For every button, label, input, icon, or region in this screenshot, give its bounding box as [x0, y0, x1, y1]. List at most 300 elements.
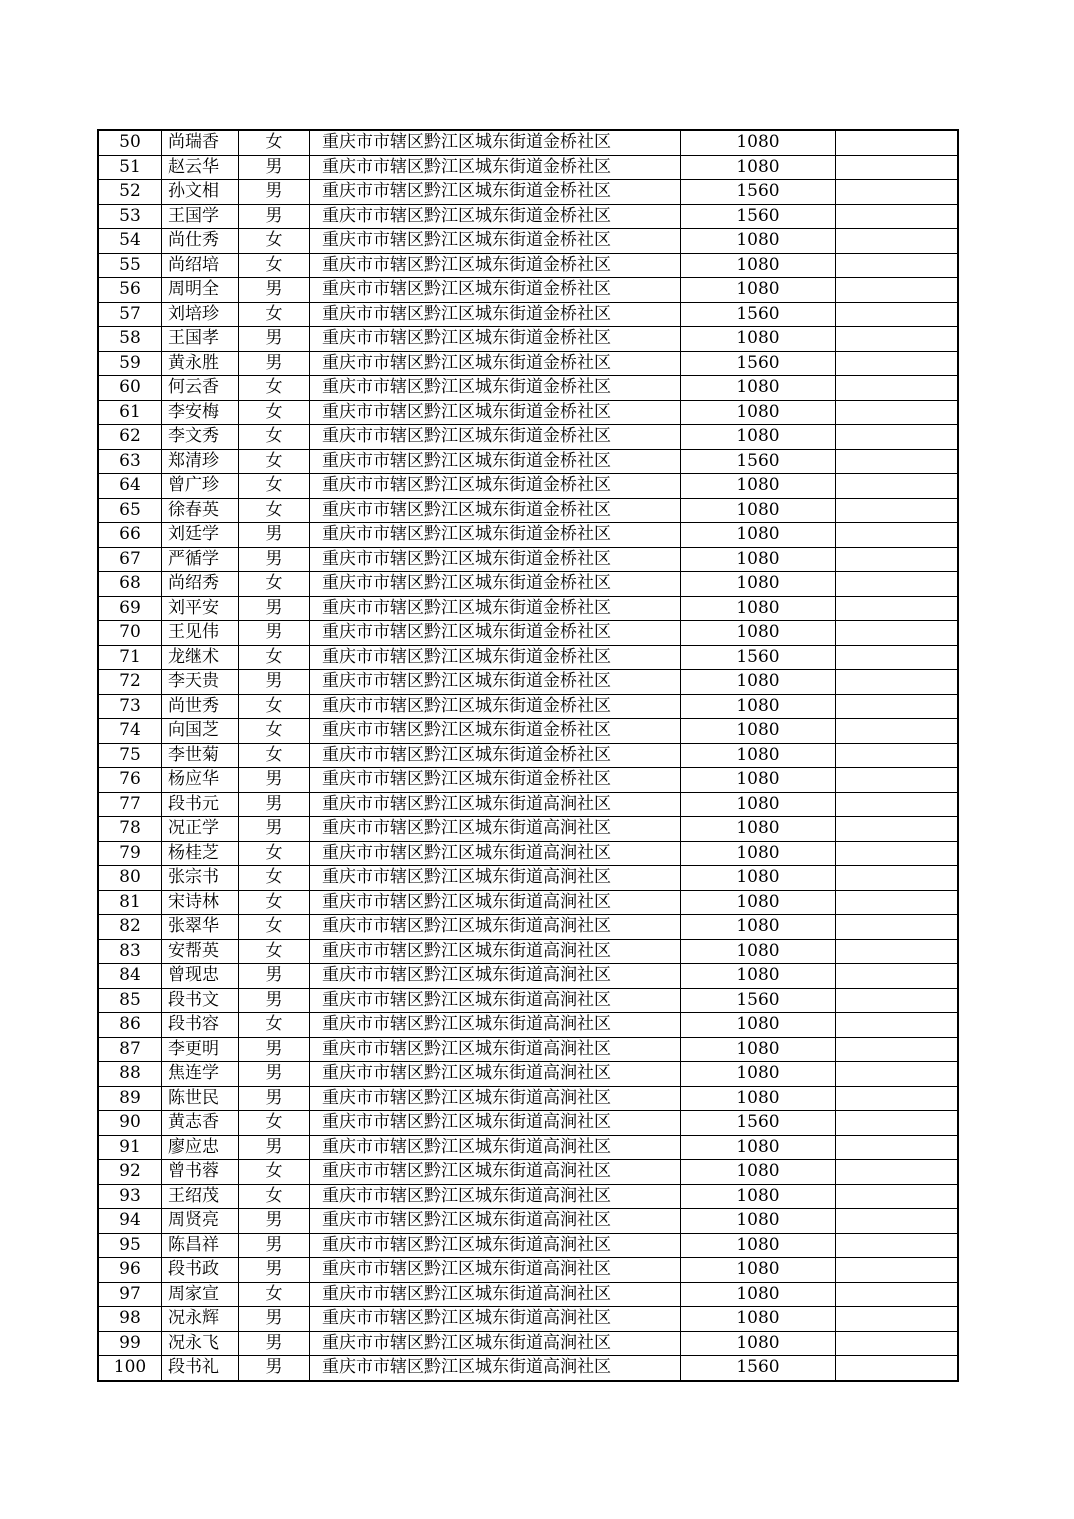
address-cell: 重庆市市辖区黔江区城东街道金桥社区 — [310, 621, 681, 646]
address-cell: 重庆市市辖区黔江区城东街道金桥社区 — [310, 596, 681, 621]
amount-cell: 1080 — [681, 670, 836, 695]
address-cell: 重庆市市辖区黔江区城东街道金桥社区 — [310, 155, 681, 180]
row-number-cell: 66 — [98, 523, 162, 548]
note-cell — [836, 1062, 959, 1087]
gender-cell: 女 — [239, 1160, 310, 1185]
row-number-cell: 65 — [98, 498, 162, 523]
table-row — [98, 523, 958, 548]
note-cell — [836, 964, 959, 989]
row-number-cell: 80 — [98, 866, 162, 891]
row-number-cell: 55 — [98, 253, 162, 278]
name-cell: 张宗书 — [162, 866, 239, 891]
amount-cell: 1080 — [681, 719, 836, 744]
name-cell: 周贤亮 — [162, 1209, 239, 1234]
table-row — [98, 1037, 958, 1062]
table-body — [98, 130, 958, 1381]
table-row — [98, 1062, 958, 1087]
note-cell — [836, 596, 959, 621]
note-cell — [836, 1307, 959, 1332]
gender-cell: 女 — [239, 1184, 310, 1209]
note-cell — [836, 449, 959, 474]
table-row — [98, 1111, 958, 1136]
address-cell: 重庆市市辖区黔江区城东街道高涧社区 — [310, 1086, 681, 1111]
gender-cell: 女 — [239, 915, 310, 940]
name-cell: 刘培珍 — [162, 302, 239, 327]
amount-cell: 1080 — [681, 1233, 836, 1258]
name-cell: 李世菊 — [162, 743, 239, 768]
note-cell — [836, 1184, 959, 1209]
address-cell: 重庆市市辖区黔江区城东街道高涧社区 — [310, 1233, 681, 1258]
note-cell — [836, 1013, 959, 1038]
name-cell: 尚绍秀 — [162, 572, 239, 597]
name-cell: 黄永胜 — [162, 351, 239, 376]
gender-cell: 女 — [239, 866, 310, 891]
address-cell: 重庆市市辖区黔江区城东街道高涧社区 — [310, 890, 681, 915]
amount-cell: 1080 — [681, 1160, 836, 1185]
address-cell: 重庆市市辖区黔江区城东街道金桥社区 — [310, 278, 681, 303]
amount-cell: 1080 — [681, 939, 836, 964]
table-row — [98, 1184, 958, 1209]
gender-cell: 女 — [239, 572, 310, 597]
name-cell: 段书容 — [162, 1013, 239, 1038]
address-cell: 重庆市市辖区黔江区城东街道高涧社区 — [310, 988, 681, 1013]
note-cell — [836, 719, 959, 744]
amount-cell: 1080 — [681, 474, 836, 499]
amount-cell: 1080 — [681, 278, 836, 303]
amount-cell: 1080 — [681, 229, 836, 254]
name-cell: 段书政 — [162, 1258, 239, 1283]
beneficiary-table — [97, 129, 959, 1382]
gender-cell: 女 — [239, 743, 310, 768]
note-cell — [836, 1037, 959, 1062]
name-cell: 曾书蓉 — [162, 1160, 239, 1185]
name-cell: 周明全 — [162, 278, 239, 303]
gender-cell: 男 — [239, 792, 310, 817]
note-cell — [836, 425, 959, 450]
amount-cell: 1080 — [681, 1013, 836, 1038]
address-cell: 重庆市市辖区黔江区城东街道高涧社区 — [310, 964, 681, 989]
table-row — [98, 425, 958, 450]
amount-cell: 1080 — [681, 523, 836, 548]
gender-cell: 女 — [239, 1111, 310, 1136]
gender-cell: 女 — [239, 253, 310, 278]
table-row — [98, 841, 958, 866]
amount-cell: 1560 — [681, 180, 836, 205]
address-cell: 重庆市市辖区黔江区城东街道金桥社区 — [310, 572, 681, 597]
table-row — [98, 1160, 958, 1185]
gender-cell: 女 — [239, 719, 310, 744]
row-number-cell: 50 — [98, 130, 162, 155]
table-row — [98, 694, 958, 719]
amount-cell: 1560 — [681, 988, 836, 1013]
amount-cell: 1080 — [681, 743, 836, 768]
table-row — [98, 498, 958, 523]
amount-cell: 1080 — [681, 400, 836, 425]
row-number-cell: 91 — [98, 1135, 162, 1160]
gender-cell: 男 — [239, 547, 310, 572]
amount-cell: 1560 — [681, 351, 836, 376]
amount-cell: 1080 — [681, 817, 836, 842]
gender-cell: 男 — [239, 1307, 310, 1332]
note-cell — [836, 278, 959, 303]
table-row — [98, 130, 958, 155]
row-number-cell: 70 — [98, 621, 162, 646]
name-cell: 龙继术 — [162, 645, 239, 670]
address-cell: 重庆市市辖区黔江区城东街道高涧社区 — [310, 1282, 681, 1307]
amount-cell: 1080 — [681, 327, 836, 352]
table-row — [98, 915, 958, 940]
gender-cell: 男 — [239, 621, 310, 646]
gender-cell: 男 — [239, 964, 310, 989]
gender-cell: 女 — [239, 645, 310, 670]
table-row — [98, 1209, 958, 1234]
row-number-cell: 60 — [98, 376, 162, 401]
note-cell — [836, 572, 959, 597]
gender-cell: 男 — [239, 180, 310, 205]
amount-cell: 1080 — [681, 1135, 836, 1160]
amount-cell: 1080 — [681, 425, 836, 450]
gender-cell: 男 — [239, 204, 310, 229]
name-cell: 曾现忠 — [162, 964, 239, 989]
address-cell: 重庆市市辖区黔江区城东街道金桥社区 — [310, 474, 681, 499]
amount-cell: 1080 — [681, 964, 836, 989]
gender-cell: 女 — [239, 498, 310, 523]
address-cell: 重庆市市辖区黔江区城东街道金桥社区 — [310, 425, 681, 450]
table-row — [98, 1013, 958, 1038]
name-cell: 尚世秀 — [162, 694, 239, 719]
name-cell: 严循学 — [162, 547, 239, 572]
amount-cell: 1560 — [681, 204, 836, 229]
table-row — [98, 621, 958, 646]
note-cell — [836, 768, 959, 793]
name-cell: 王国学 — [162, 204, 239, 229]
row-number-cell: 64 — [98, 474, 162, 499]
note-cell — [836, 400, 959, 425]
note-cell — [836, 841, 959, 866]
table-row — [98, 596, 958, 621]
address-cell: 重庆市市辖区黔江区城东街道金桥社区 — [310, 743, 681, 768]
note-cell — [836, 474, 959, 499]
gender-cell: 男 — [239, 327, 310, 352]
table-row — [98, 1135, 958, 1160]
row-number-cell: 85 — [98, 988, 162, 1013]
amount-cell: 1560 — [681, 302, 836, 327]
amount-cell: 1080 — [681, 1062, 836, 1087]
row-number-cell: 67 — [98, 547, 162, 572]
amount-cell: 1080 — [681, 1258, 836, 1283]
note-cell — [836, 1209, 959, 1234]
gender-cell: 女 — [239, 1013, 310, 1038]
row-number-cell: 81 — [98, 890, 162, 915]
name-cell: 李更明 — [162, 1037, 239, 1062]
name-cell: 况永辉 — [162, 1307, 239, 1332]
row-number-cell: 87 — [98, 1037, 162, 1062]
table-row — [98, 743, 958, 768]
note-cell — [836, 302, 959, 327]
gender-cell: 女 — [239, 449, 310, 474]
gender-cell: 男 — [239, 1209, 310, 1234]
address-cell: 重庆市市辖区黔江区城东街道金桥社区 — [310, 449, 681, 474]
address-cell: 重庆市市辖区黔江区城东街道金桥社区 — [310, 670, 681, 695]
row-number-cell: 74 — [98, 719, 162, 744]
row-number-cell: 62 — [98, 425, 162, 450]
row-number-cell: 78 — [98, 817, 162, 842]
row-number-cell: 58 — [98, 327, 162, 352]
row-number-cell: 56 — [98, 278, 162, 303]
note-cell — [836, 988, 959, 1013]
row-number-cell: 75 — [98, 743, 162, 768]
table-row — [98, 204, 958, 229]
name-cell: 黄志香 — [162, 1111, 239, 1136]
row-number-cell: 72 — [98, 670, 162, 695]
address-cell: 重庆市市辖区黔江区城东街道高涧社区 — [310, 1111, 681, 1136]
table-row — [98, 768, 958, 793]
address-cell: 重庆市市辖区黔江区城东街道高涧社区 — [310, 792, 681, 817]
name-cell: 尚瑞香 — [162, 130, 239, 155]
address-cell: 重庆市市辖区黔江区城东街道金桥社区 — [310, 180, 681, 205]
table-row — [98, 670, 958, 695]
table-row — [98, 302, 958, 327]
name-cell: 杨应华 — [162, 768, 239, 793]
address-cell: 重庆市市辖区黔江区城东街道高涧社区 — [310, 1209, 681, 1234]
row-number-cell: 88 — [98, 1062, 162, 1087]
note-cell — [836, 547, 959, 572]
amount-cell: 1080 — [681, 792, 836, 817]
gender-cell: 男 — [239, 1037, 310, 1062]
address-cell: 重庆市市辖区黔江区城东街道金桥社区 — [310, 376, 681, 401]
gender-cell: 男 — [239, 988, 310, 1013]
name-cell: 向国芝 — [162, 719, 239, 744]
name-cell: 段书元 — [162, 792, 239, 817]
row-number-cell: 68 — [98, 572, 162, 597]
name-cell: 李文秀 — [162, 425, 239, 450]
name-cell: 焦连学 — [162, 1062, 239, 1087]
name-cell: 段书文 — [162, 988, 239, 1013]
amount-cell: 1560 — [681, 1356, 836, 1381]
amount-cell: 1080 — [681, 547, 836, 572]
row-number-cell: 94 — [98, 1209, 162, 1234]
table-row — [98, 964, 958, 989]
row-number-cell: 100 — [98, 1356, 162, 1381]
name-cell: 安帮英 — [162, 939, 239, 964]
address-cell: 重庆市市辖区黔江区城东街道高涧社区 — [310, 1184, 681, 1209]
address-cell: 重庆市市辖区黔江区城东街道高涧社区 — [310, 817, 681, 842]
note-cell — [836, 523, 959, 548]
amount-cell: 1080 — [681, 1331, 836, 1356]
note-cell — [836, 1356, 959, 1381]
row-number-cell: 77 — [98, 792, 162, 817]
table-row — [98, 180, 958, 205]
table-row — [98, 719, 958, 744]
address-cell: 重庆市市辖区黔江区城东街道金桥社区 — [310, 547, 681, 572]
gender-cell: 女 — [239, 400, 310, 425]
amount-cell: 1560 — [681, 645, 836, 670]
note-cell — [836, 1111, 959, 1136]
gender-cell: 男 — [239, 768, 310, 793]
name-cell: 王国孝 — [162, 327, 239, 352]
table-row — [98, 253, 958, 278]
amount-cell: 1080 — [681, 1282, 836, 1307]
note-cell — [836, 866, 959, 891]
table-row — [98, 351, 958, 376]
amount-cell: 1080 — [681, 155, 836, 180]
note-cell — [836, 1331, 959, 1356]
note-cell — [836, 253, 959, 278]
row-number-cell: 59 — [98, 351, 162, 376]
table-row — [98, 890, 958, 915]
gender-cell: 女 — [239, 841, 310, 866]
address-cell: 重庆市市辖区黔江区城东街道金桥社区 — [310, 253, 681, 278]
row-number-cell: 93 — [98, 1184, 162, 1209]
note-cell — [836, 204, 959, 229]
gender-cell: 女 — [239, 376, 310, 401]
name-cell: 何云香 — [162, 376, 239, 401]
table-row — [98, 278, 958, 303]
amount-cell: 1080 — [681, 376, 836, 401]
amount-cell: 1080 — [681, 498, 836, 523]
name-cell: 宋诗林 — [162, 890, 239, 915]
amount-cell: 1080 — [681, 1209, 836, 1234]
table-row — [98, 1282, 958, 1307]
gender-cell: 男 — [239, 1258, 310, 1283]
row-number-cell: 83 — [98, 939, 162, 964]
gender-cell: 女 — [239, 1282, 310, 1307]
note-cell — [836, 694, 959, 719]
row-number-cell: 63 — [98, 449, 162, 474]
table-row — [98, 1086, 958, 1111]
name-cell: 陈昌祥 — [162, 1233, 239, 1258]
address-cell: 重庆市市辖区黔江区城东街道金桥社区 — [310, 400, 681, 425]
gender-cell: 男 — [239, 1356, 310, 1381]
row-number-cell: 51 — [98, 155, 162, 180]
row-number-cell: 96 — [98, 1258, 162, 1283]
row-number-cell: 82 — [98, 915, 162, 940]
amount-cell: 1080 — [681, 768, 836, 793]
gender-cell: 女 — [239, 130, 310, 155]
gender-cell: 男 — [239, 670, 310, 695]
note-cell — [836, 645, 959, 670]
amount-cell: 1560 — [681, 1111, 836, 1136]
amount-cell: 1080 — [681, 694, 836, 719]
gender-cell: 男 — [239, 351, 310, 376]
address-cell: 重庆市市辖区黔江区城东街道金桥社区 — [310, 204, 681, 229]
address-cell: 重庆市市辖区黔江区城东街道高涧社区 — [310, 1037, 681, 1062]
row-number-cell: 86 — [98, 1013, 162, 1038]
amount-cell: 1080 — [681, 130, 836, 155]
note-cell — [836, 229, 959, 254]
gender-cell: 男 — [239, 278, 310, 303]
amount-cell: 1080 — [681, 253, 836, 278]
name-cell: 张翠华 — [162, 915, 239, 940]
row-number-cell: 52 — [98, 180, 162, 205]
address-cell: 重庆市市辖区黔江区城东街道金桥社区 — [310, 327, 681, 352]
table-row — [98, 988, 958, 1013]
amount-cell: 1080 — [681, 596, 836, 621]
address-cell: 重庆市市辖区黔江区城东街道高涧社区 — [310, 1062, 681, 1087]
address-cell: 重庆市市辖区黔江区城东街道金桥社区 — [310, 523, 681, 548]
gender-cell: 女 — [239, 302, 310, 327]
table-row — [98, 547, 958, 572]
address-cell: 重庆市市辖区黔江区城东街道金桥社区 — [310, 694, 681, 719]
amount-cell: 1080 — [681, 1037, 836, 1062]
note-cell — [836, 327, 959, 352]
table-row — [98, 400, 958, 425]
gender-cell: 女 — [239, 890, 310, 915]
note-cell — [836, 1160, 959, 1185]
note-cell — [836, 915, 959, 940]
gender-cell: 女 — [239, 229, 310, 254]
gender-cell: 女 — [239, 474, 310, 499]
amount-cell: 1080 — [681, 915, 836, 940]
address-cell: 重庆市市辖区黔江区城东街道金桥社区 — [310, 498, 681, 523]
note-cell — [836, 939, 959, 964]
note-cell — [836, 1135, 959, 1160]
name-cell: 况永飞 — [162, 1331, 239, 1356]
name-cell: 李安梅 — [162, 400, 239, 425]
table-row — [98, 1233, 958, 1258]
row-number-cell: 54 — [98, 229, 162, 254]
row-number-cell: 92 — [98, 1160, 162, 1185]
row-number-cell: 79 — [98, 841, 162, 866]
row-number-cell: 53 — [98, 204, 162, 229]
table-row — [98, 327, 958, 352]
name-cell: 况正学 — [162, 817, 239, 842]
gender-cell: 男 — [239, 155, 310, 180]
name-cell: 王绍茂 — [162, 1184, 239, 1209]
note-cell — [836, 621, 959, 646]
amount-cell: 1080 — [681, 572, 836, 597]
name-cell: 孙文相 — [162, 180, 239, 205]
table-row — [98, 449, 958, 474]
note-cell — [836, 743, 959, 768]
name-cell: 廖应忠 — [162, 1135, 239, 1160]
address-cell: 重庆市市辖区黔江区城东街道金桥社区 — [310, 351, 681, 376]
row-number-cell: 90 — [98, 1111, 162, 1136]
note-cell — [836, 180, 959, 205]
address-cell: 重庆市市辖区黔江区城东街道金桥社区 — [310, 645, 681, 670]
row-number-cell: 97 — [98, 1282, 162, 1307]
note-cell — [836, 670, 959, 695]
note-cell — [836, 351, 959, 376]
amount-cell: 1080 — [681, 866, 836, 891]
name-cell: 尚仕秀 — [162, 229, 239, 254]
row-number-cell: 95 — [98, 1233, 162, 1258]
row-number-cell: 69 — [98, 596, 162, 621]
note-cell — [836, 1086, 959, 1111]
address-cell: 重庆市市辖区黔江区城东街道高涧社区 — [310, 915, 681, 940]
address-cell: 重庆市市辖区黔江区城东街道高涧社区 — [310, 1356, 681, 1381]
name-cell: 王见伟 — [162, 621, 239, 646]
table-row — [98, 572, 958, 597]
address-cell: 重庆市市辖区黔江区城东街道金桥社区 — [310, 719, 681, 744]
amount-cell: 1080 — [681, 1184, 836, 1209]
gender-cell: 男 — [239, 817, 310, 842]
note-cell — [836, 792, 959, 817]
table-row — [98, 1331, 958, 1356]
table-row — [98, 229, 958, 254]
gender-cell: 男 — [239, 1086, 310, 1111]
address-cell: 重庆市市辖区黔江区城东街道金桥社区 — [310, 229, 681, 254]
name-cell: 徐春英 — [162, 498, 239, 523]
address-cell: 重庆市市辖区黔江区城东街道金桥社区 — [310, 302, 681, 327]
gender-cell: 男 — [239, 523, 310, 548]
note-cell — [836, 130, 959, 155]
table-row — [98, 376, 958, 401]
note-cell — [836, 155, 959, 180]
table-row — [98, 645, 958, 670]
address-cell: 重庆市市辖区黔江区城东街道金桥社区 — [310, 768, 681, 793]
row-number-cell: 98 — [98, 1307, 162, 1332]
